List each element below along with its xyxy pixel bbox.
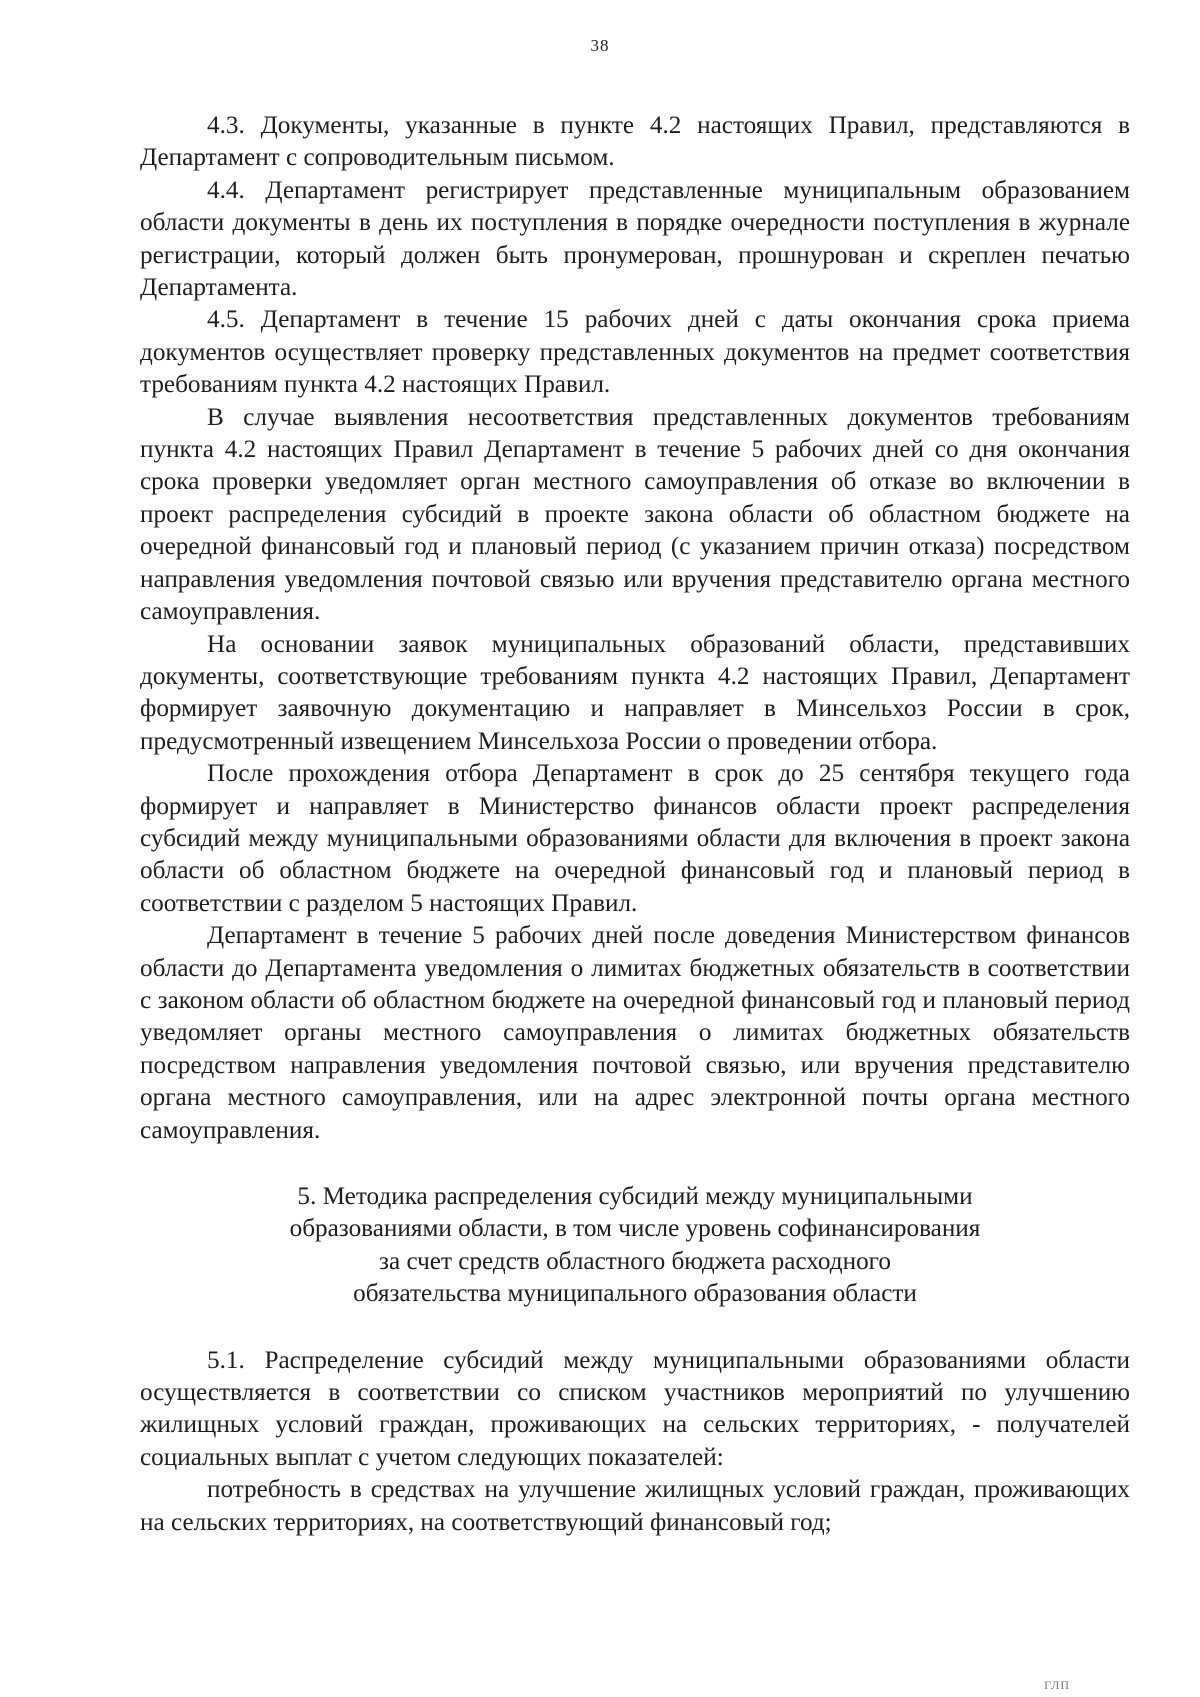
paragraph-nonconformity: В случае выявления несоответствия представленных документов требованиям пункта 4.2 настоящих Правил Департамент в течение 5 рабочих дней со дня окончания срока проверки уведомляет орган местного самоуправления об отказе во включении в проект распределения субсидий в проекте закона области об областном бюджете на очередной финансовый год и плановый период (с указанием причин отказа) посредством направления уведомления почтовой связью или вручения представителю органа местного самоуправления. <box>140 403 1130 626</box>
paragraph-need-indicator: потребность в средствах на улучшение жилищных условий граждан, проживающих на сельских территориях, на соответствующий финансовый год; <box>140 1476 1130 1536</box>
document-body <box>140 110 1130 1539</box>
section-heading-line: образованиями области, в том числе уровень софинансирования <box>289 1215 981 1243</box>
section-5-heading <box>140 1181 1130 1311</box>
paragraph-after-selection: После прохождения отбора Департамент в срок до 25 сентября текущего года формирует и направляет в Министерство финансов области проект распределения субсидий между муниципальными образованиями области для включения в проект закона области об областном бюджете на очередной финансовый год и плановый период в соответствии с разделом 5 настоящих Правил. <box>140 760 1130 917</box>
section-heading-line: обязательства муниципального образования области <box>353 1280 917 1308</box>
paragraph-4-4: 4.4. Департамент регистрирует представленные муниципальным образованием области документы в день их поступления в порядке очередности поступления в журнале регистрации, который должен быть пронумерован, прошнурован и скреплен печатью Департамента. <box>140 176 1130 302</box>
paragraph-5-1: 5.1. Распределение субсидий между муниципальными образованиями области осуществляется в соответствии со списком участников мероприятий по улучшению жилищных условий граждан, проживающих на сельских территориях, - получателей социальных выплат с учетом следующих показателей: <box>140 1346 1130 1471</box>
paragraph-4-5: 4.5. Департамент в течение 15 рабочих дней с даты окончания срока приема документов осуществляет проверку представленных документов на предмет соответствия требованиям пункта 4.2 настоящих Правил. <box>140 306 1130 399</box>
section-heading-line: 5. Методика распределения субсидий между муниципальными <box>297 1183 973 1210</box>
section-heading-line: за счет средств областного бюджета расходного <box>379 1247 891 1275</box>
paragraph-limits-notice: Департамент в течение 5 рабочих дней после доведения Министерством финансов области до Департамента уведомления о лимитах бюджетных обязательств в соответствии с законом области об областном бюджете на очередной финансовый год и плановый период уведомляет органы местного самоуправления о лимитах бюджетных обязательств посредством направления уведомления почтовой связью, или вручения представителю органа местного самоуправления, или на адрес электронной почты органа местного самоуправления. <box>140 922 1130 1144</box>
paragraph-4-3: 4.3. Документы, указанные в пункте 4.2 настоящих Правил, представляются в Департамент с сопроводительным письмом. <box>140 112 1130 172</box>
paragraph-applications: На основании заявок муниципальных образований области, представивших документы, соответствующие требованиям пункта 4.2 настоящих Правил, Департамент формирует заявочную документацию и направляет в Минсельхоз России в срок, предусмотренный извещением Минсельхоза России о проведении отбора. <box>140 630 1130 755</box>
page-number: 38 <box>590 36 610 55</box>
footer-mark: ГЛП <box>1044 1678 1070 1692</box>
